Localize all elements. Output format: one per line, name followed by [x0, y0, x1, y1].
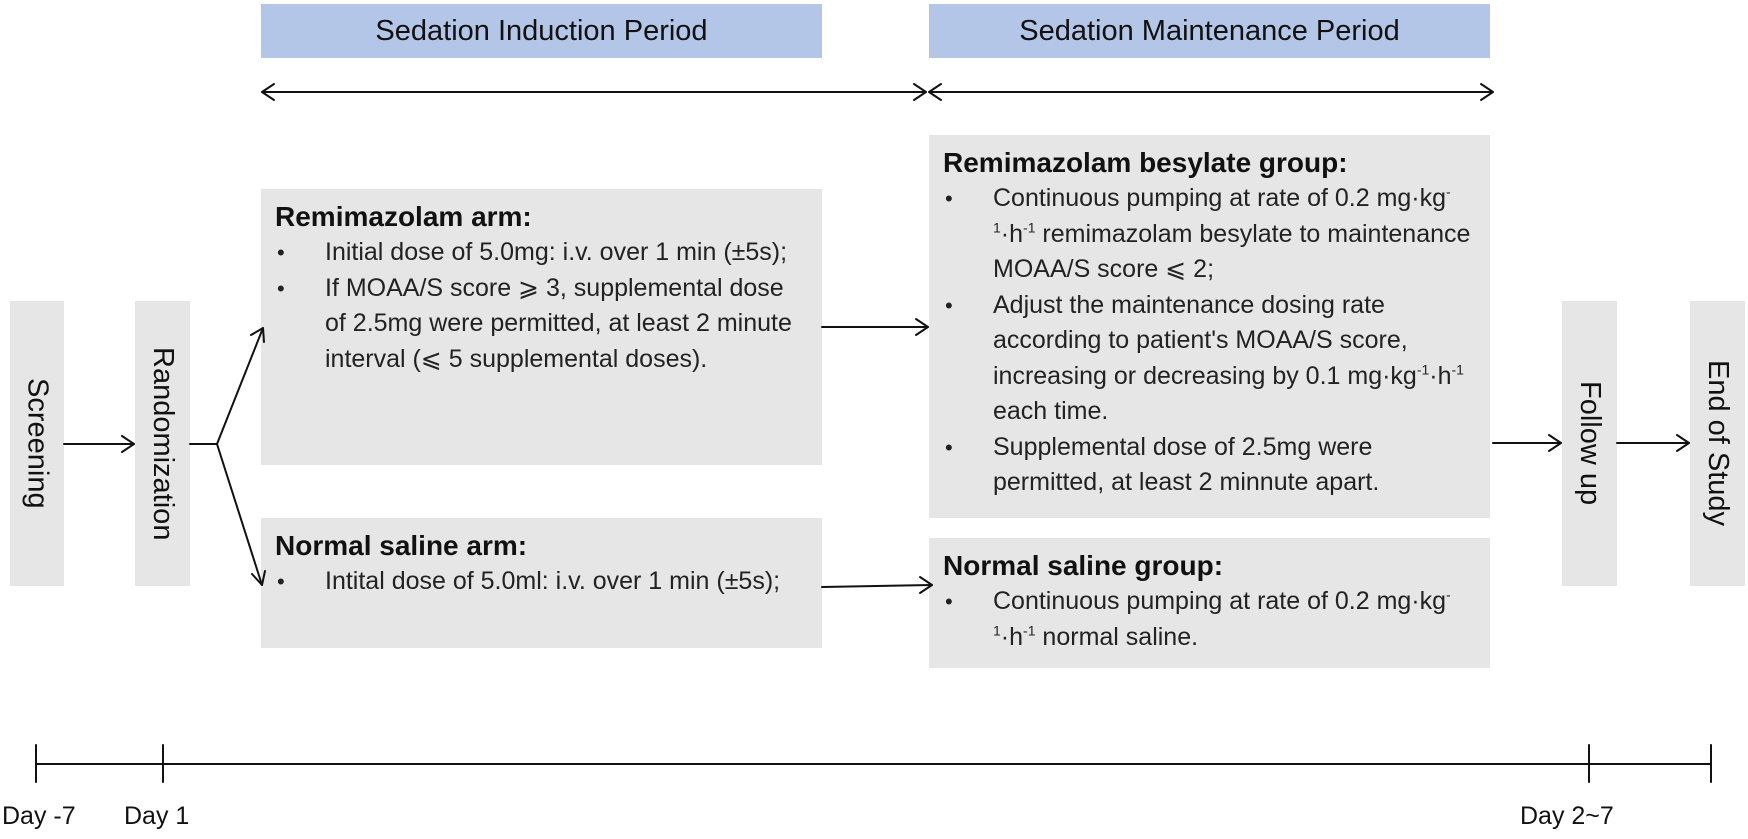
remimazolam-induction-to-maintenance-arrow: [822, 319, 928, 335]
maintenance-period-label: Sedation Maintenance Period: [1019, 14, 1400, 47]
maintenance-span-arrow: [929, 84, 1493, 100]
list-item: • Adjust the maintenance dosing rate according to patient's MOAA/S score, increasing or decreasing by 0.1 $mg\cdot kg^{-1}\cdot h^{-1}$ each time.: [943, 288, 1476, 430]
screening-box: [10, 301, 64, 586]
remimazolam-arm-title: Remimazolam arm:: [275, 201, 532, 232]
list-item: • Initial dose of 5.0mg: i.v. over 1 min (±5s);: [275, 235, 808, 271]
screening-label: Screening: [21, 378, 54, 509]
induction-period-label: Sedation Induction Period: [375, 14, 708, 47]
timeline-label-day-2-7: Day 2~7: [1520, 802, 1614, 830]
randomization-label: Randomization: [147, 346, 179, 541]
remimazolam-group-box: [929, 135, 1490, 518]
saline-arm-box: [261, 518, 822, 648]
list-item: • Continuous pumping at rate of 0.2 $mg\cdot kg^{-1}\cdot h^{-1}$ remimazolam besylate to maintenance MOAA/S score ⩽ 2;: [943, 181, 1476, 288]
remimazolam-group-list: [943, 181, 1476, 501]
follow-up-box: [1562, 301, 1617, 586]
list-item: • If MOAA/S score ⩾ 3, supplemental dose of 2.5mg were permitted, at least 2 minute interval (⩽ 5 supplemental doses).: [275, 271, 808, 378]
list-item: • Continuous pumping at rate of 0.2 $mg\cdot kg^{-1}\cdot h^{-1}$ normal saline.: [943, 584, 1476, 655]
saline-arm-title: Normal saline arm:: [275, 530, 528, 561]
remimazolam-arm-box: [261, 189, 822, 465]
saline-arm-list: [275, 564, 808, 600]
end-of-study-box: [1690, 301, 1745, 586]
randomization-box: [135, 301, 190, 586]
screening-to-randomization-arrow: [64, 436, 134, 452]
saline-group-title: Normal saline group:: [943, 550, 1224, 581]
saline-induction-to-maintenance-arrow: [822, 577, 932, 593]
timeline-axis: [36, 745, 1711, 782]
induction-span-arrow: [262, 84, 926, 100]
remimazolam-arm-list: [275, 235, 808, 377]
saline-group-list: [943, 584, 1476, 655]
end-of-study-label: End of Study: [1702, 360, 1734, 527]
maintenance-period-header: [929, 4, 1490, 58]
saline-group-box: [929, 538, 1490, 668]
follow-up-to-end-arrow: [1617, 435, 1689, 451]
timeline-label-day-1: Day 1: [124, 802, 190, 830]
timeline-label-day-minus-7: Day -7: [2, 802, 76, 830]
randomization-fork-arrow: [190, 328, 265, 585]
list-item: • Intital dose of 5.0ml: i.v. over 1 min (±5s);: [275, 564, 808, 600]
follow-up-label: Follow up: [1574, 381, 1606, 506]
induction-period-header: [261, 4, 822, 58]
maintenance-to-follow-up-arrow: [1493, 435, 1561, 451]
list-item: • Supplemental dose of 2.5mg were permitted, at least 2 minnute apart.: [943, 430, 1476, 501]
remimazolam-group-title: Remimazolam besylate group:: [943, 147, 1348, 178]
